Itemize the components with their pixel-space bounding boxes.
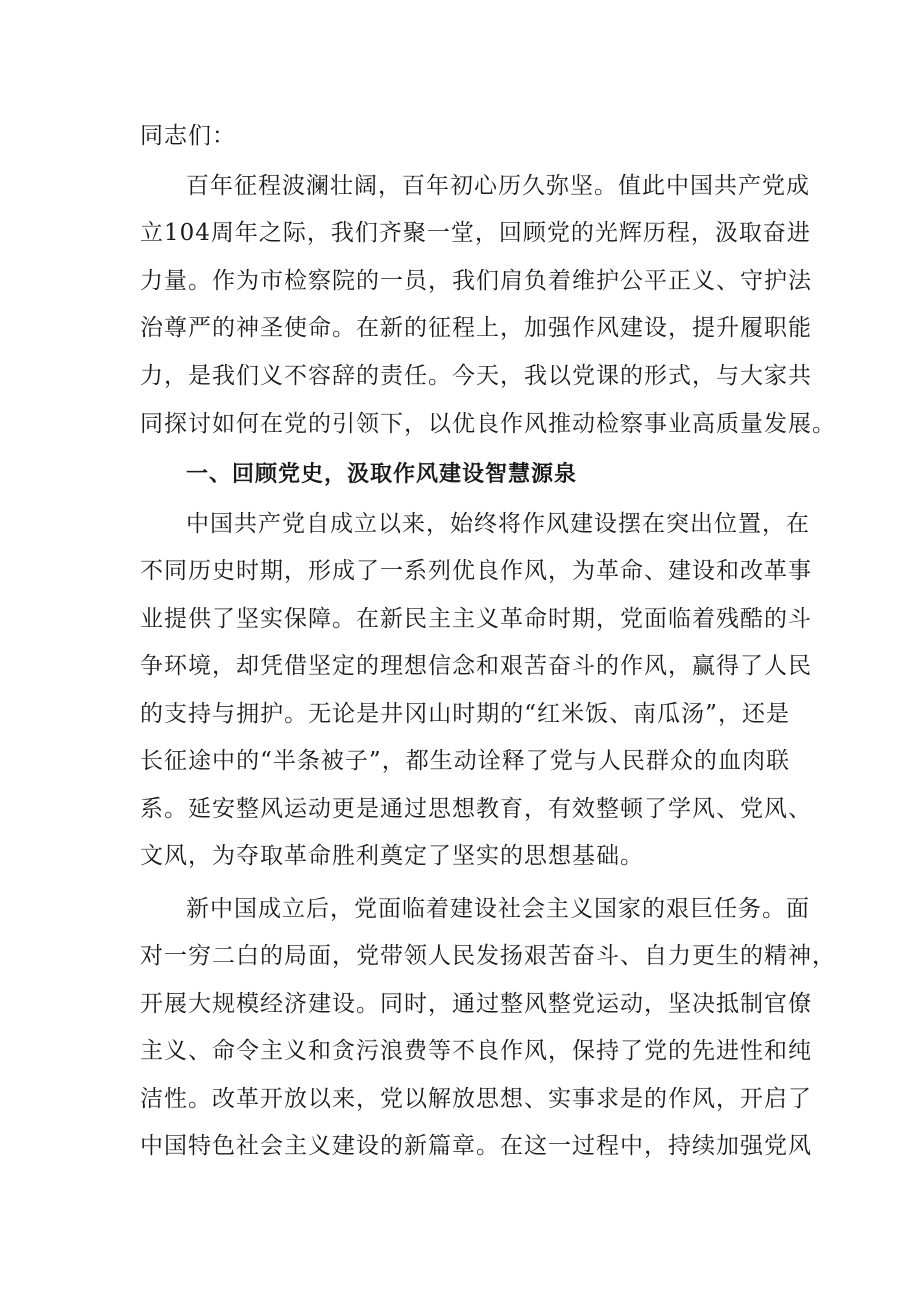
paragraph-line: 百年征程波澜壮阔，百年初心历久弥坚。值此中国共产党成 <box>186 173 810 199</box>
paragraph-line: 同探讨如何在党的引领下，以优良作风推动检察事业高质量发展。 <box>140 411 836 437</box>
paragraph-line: 争环境，却凭借坚定的理想信念和艰苦奋斗的作风，赢得了人民 <box>140 653 812 679</box>
paragraph-line: 洁性。改革开放以来，党以解放思想、实事求是的作风，开启了 <box>140 1086 812 1112</box>
paragraph-line: 新中国成立后，党面临着建设社会主义国家的艰巨任务。面 <box>186 896 810 922</box>
paragraph-line: 开展大规模经济建设。同时，通过整风整党运动，坚决抵制官僚 <box>140 991 812 1017</box>
paragraph-line: 文风，为夺取革命胜利奠定了坚实的思想基础。 <box>140 843 644 869</box>
paragraph-line: 中国特色社会主义建设的新篇章。在这一过程中，持续加强党风 <box>140 1133 812 1159</box>
section-heading: 一、回顾党史，汲取作风建设智慧源泉 <box>186 462 578 487</box>
paragraph-line: 力量。作为市检察院的一员，我们肩负着维护公平正义、守护法 <box>140 268 812 294</box>
paragraph-line: 系。延安整风运动更是通过思想教育，有效整顿了学风、党风、 <box>140 796 812 822</box>
salutation: 同志们： <box>140 123 236 149</box>
paragraph-line: 对一穷二白的局面，党带领人民发扬艰苦奋斗、自力更生的精神， <box>140 943 836 969</box>
paragraph-line: 力，是我们义不容辞的责任。今天，我以党课的形式，与大家共 <box>140 363 812 389</box>
paragraph-line: 主义、命令主义和贪污浪费等不良作风，保持了党的先进性和纯 <box>140 1038 812 1064</box>
paragraph-line: 长征途中的“半条被子”，都生动诠释了党与人民群众的血肉联 <box>140 748 790 774</box>
paragraph-line: 立104周年之际，我们齐聚一堂，回顾党的光辉历程，汲取奋进 <box>140 220 811 246</box>
paragraph-line: 业提供了坚实保障。在新民主主义革命时期，党面临着残酷的斗 <box>140 606 812 632</box>
paragraph-line: 治尊严的神圣使命。在新的征程上，加强作风建设，提升履职能 <box>140 315 812 341</box>
paragraph-line: 的支持与拥护。无论是井冈山时期的“红米饭、南瓜汤”，还是 <box>140 701 790 727</box>
paragraph-line: 中国共产党自成立以来，始终将作风建设摆在突出位置，在 <box>186 511 810 537</box>
paragraph-line: 不同历史时期，形成了一系列优良作风，为革命、建设和改革事 <box>140 558 812 584</box>
